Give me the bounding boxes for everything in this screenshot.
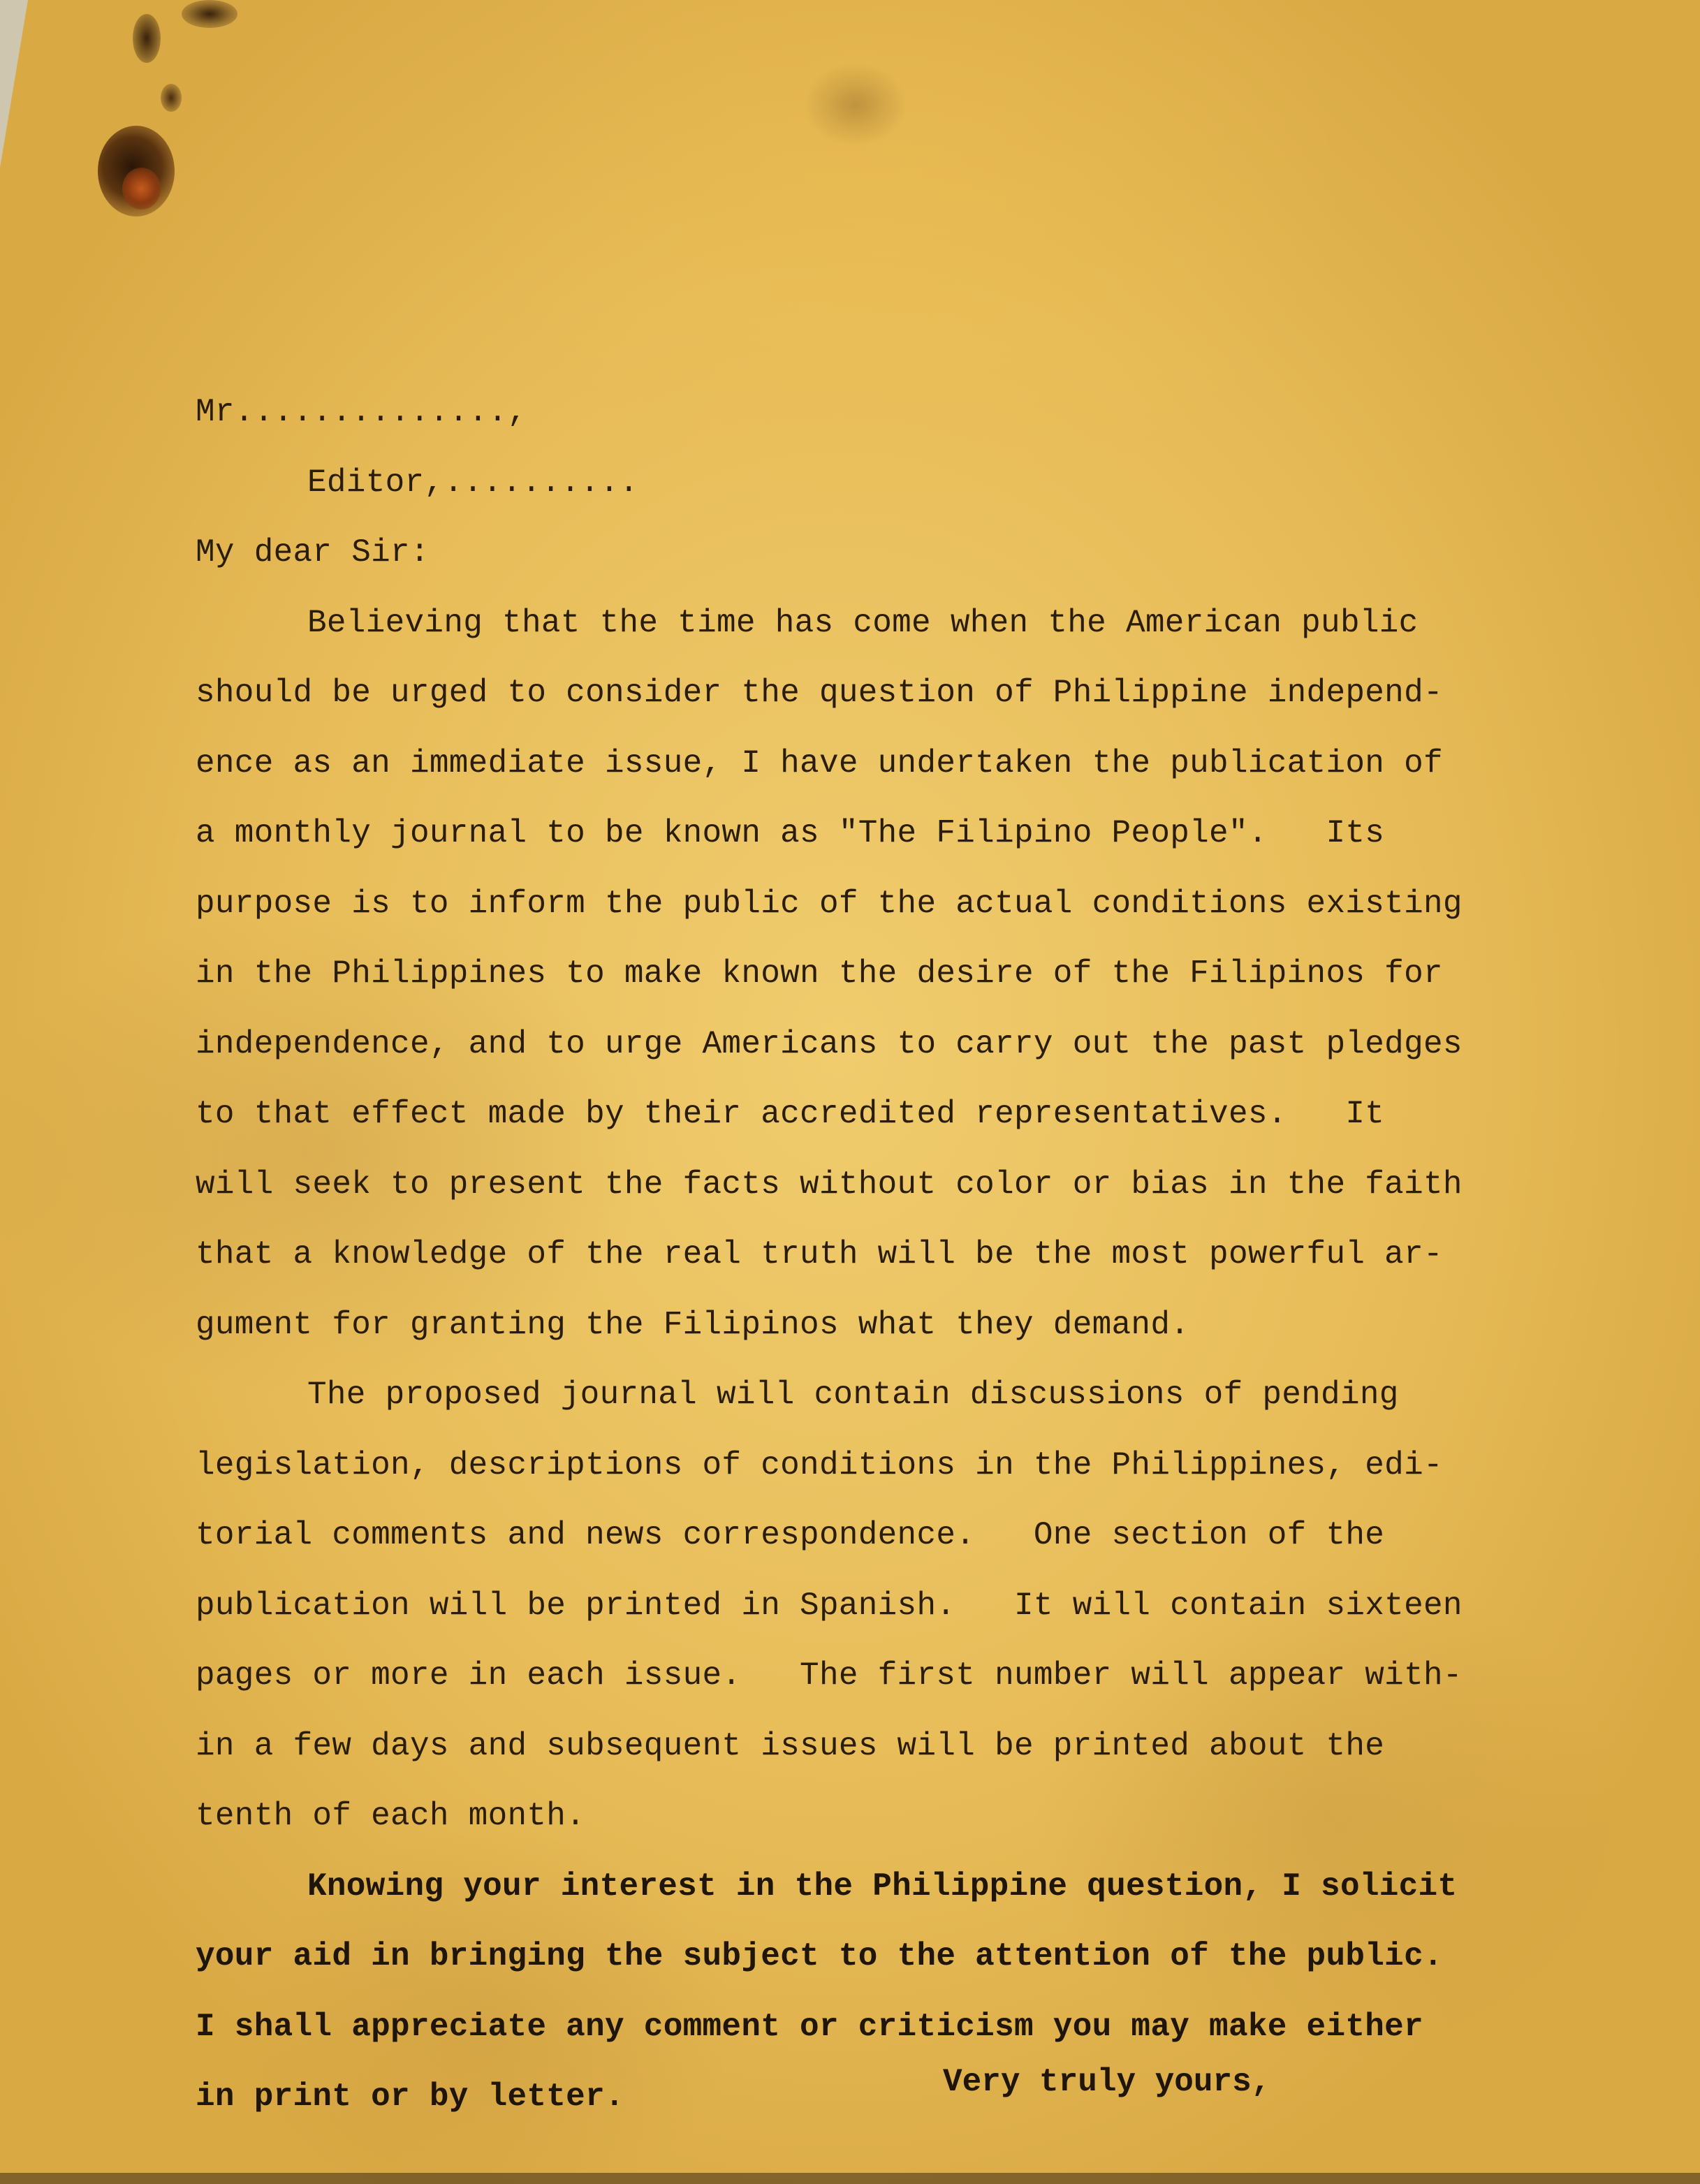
- ink-stain: [122, 168, 161, 210]
- text-line: in the Philippines to make known the desire of the Filipinos for: [196, 955, 1443, 992]
- text-line: purpose is to inform the public of the actual conditions existing: [196, 885, 1463, 922]
- paragraph-2: [196, 1360, 1627, 1852]
- text-line: torial comments and news correspondence. One section of the: [196, 1517, 1385, 1553]
- salutation: My dear Sir:: [196, 534, 430, 571]
- text-line: in a few days and subsequent issues will be printed about the: [196, 1727, 1385, 1764]
- text-line: to that effect made by their accredited representatives. It: [196, 1096, 1385, 1132]
- text-line: should be urged to consider the question of Philippine independ-: [196, 675, 1443, 711]
- text-line: The proposed journal will contain discussions of pending: [307, 1377, 1399, 1413]
- text-line: legislation, descriptions of conditions in the Philippines, edi-: [196, 1446, 1443, 1483]
- text-line: pages or more in each issue. The first number will appear with-: [196, 1657, 1463, 1694]
- text-line: your aid in bringing the subject to the attention of the public.: [196, 1938, 1443, 1974]
- text-line: Knowing your interest in the Philippine question, I solicit: [307, 1868, 1458, 1905]
- scan-edge: [0, 2173, 1700, 2184]
- text-line: Believing that the time has come when the American public: [307, 604, 1419, 641]
- letter-body: [196, 377, 1627, 2132]
- paragraph-3: [196, 1852, 1627, 2132]
- ink-stain: [182, 0, 237, 28]
- closing: Very truly yours,: [943, 2064, 1271, 2100]
- address-line: Mr..............,: [196, 394, 527, 430]
- editor-line: Editor,..........: [307, 464, 639, 501]
- torn-corner: [0, 0, 28, 168]
- text-line: independence, and to urge Americans to carry out the past pledges: [196, 1025, 1463, 1062]
- water-stain: [803, 63, 908, 147]
- text-line: ence as an immediate issue, I have undertaken the publication of: [196, 745, 1443, 782]
- text-line: in print or by letter.: [196, 2079, 624, 2115]
- text-line: I shall appreciate any comment or criticism you may make either: [196, 2008, 1423, 2045]
- text-line: a monthly journal to be known as "The Filipino People". Its: [196, 815, 1385, 851]
- ink-stain: [133, 14, 161, 63]
- text-line: publication will be printed in Spanish. It will contain sixteen: [196, 1587, 1463, 1624]
- text-line: will seek to present the facts without color or bias in the faith: [196, 1166, 1463, 1203]
- ink-stain: [161, 84, 182, 112]
- text-line: that a knowledge of the real truth will be the most powerful ar-: [196, 1236, 1443, 1273]
- text-line: tenth of each month.: [196, 1798, 586, 1834]
- text-line: gument for granting the Filipinos what they demand.: [196, 1306, 1190, 1343]
- paragraph-1: [196, 588, 1627, 1361]
